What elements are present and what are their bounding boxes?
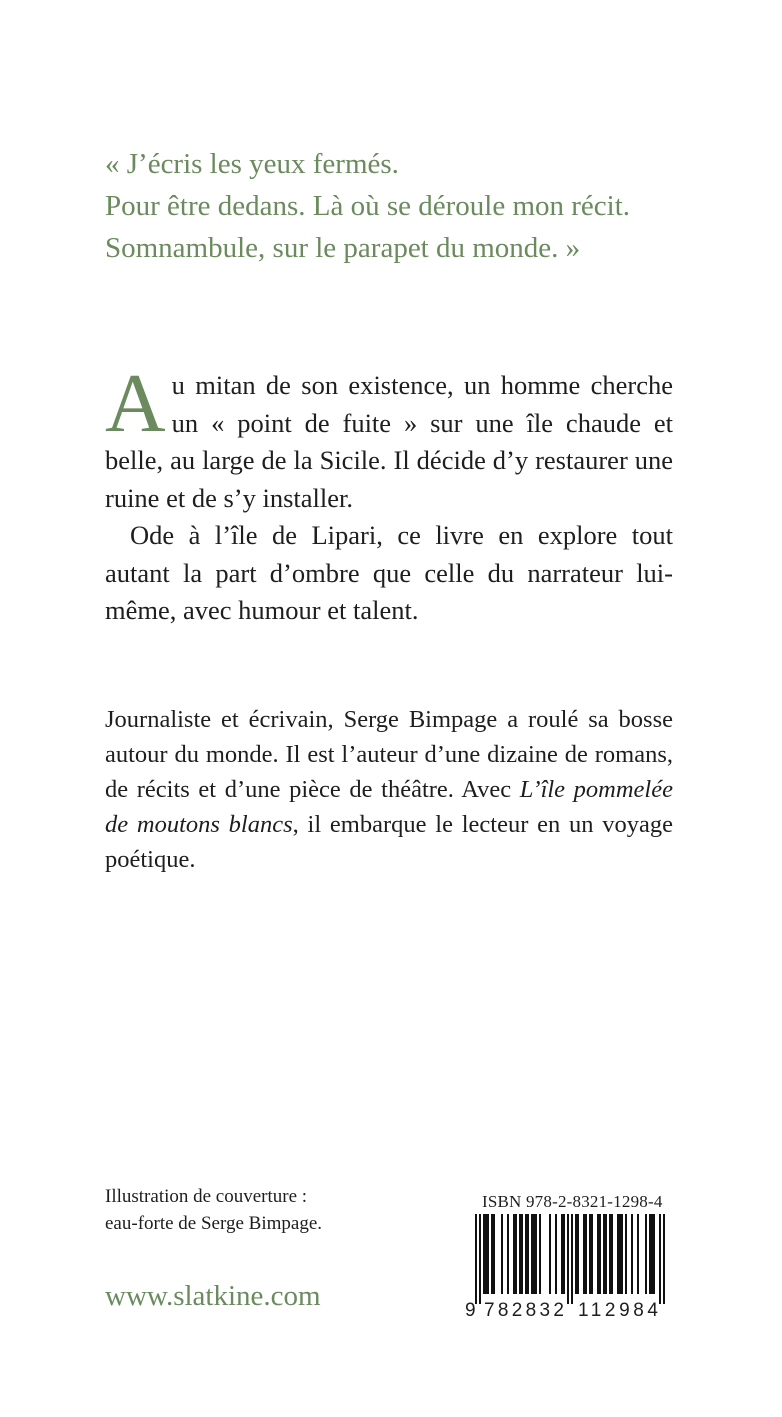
- author-bio-text: Journaliste et écrivain, Serge Bimpage a roulé sa bosse autour du monde. Il est l’auteur d’une dizaine de romans, de récits et d’une pièce de théâtre. Avec: [105, 706, 673, 803]
- barcode-bar: [621, 1214, 623, 1294]
- summary-paragraph: [105, 357, 673, 517]
- barcode-bar: [567, 1214, 569, 1304]
- barcode-bar: [491, 1214, 493, 1294]
- barcode-bar: [653, 1214, 655, 1294]
- barcode-bar: [507, 1214, 509, 1294]
- barcode-bar: [521, 1214, 523, 1294]
- barcode-bar: [513, 1214, 515, 1294]
- credit-line: Illustration de couverture :: [105, 1186, 308, 1207]
- barcode-bar: [619, 1214, 621, 1294]
- barcode-bar: [533, 1214, 535, 1294]
- book-title: L’île pommelée de moutons blancs: [105, 776, 673, 838]
- barcode-bar: [475, 1214, 477, 1304]
- barcode-bar: [659, 1214, 661, 1304]
- barcode-bar: [597, 1214, 599, 1294]
- barcode-bar: [637, 1214, 639, 1294]
- epigraph-line: Pour être dedans. Là où se déroule mon récit.: [105, 190, 631, 222]
- credit-line: eau-forte de Serge Bimpage.: [105, 1213, 323, 1234]
- barcode-bar: [651, 1214, 653, 1294]
- summary-paragraph-text: u mitan de son existence, un homme cherche un « point de fuite » sur une île chaude et belle, au large de la Sicile. Il décide d’y restaurer une ruine et de s’y installer.: [105, 370, 673, 513]
- book-summary: [105, 357, 673, 630]
- barcode-bar: [501, 1214, 503, 1294]
- barcode-bar: [625, 1214, 627, 1294]
- barcode-bar: [483, 1214, 485, 1294]
- barcode-bar: [525, 1214, 527, 1294]
- isbn-label: ISBN 978-2-8321-1298-4: [482, 1192, 663, 1211]
- publisher-website[interactable]: www.slatkine.com: [105, 1280, 321, 1312]
- barcode-bar: [631, 1214, 633, 1294]
- summary-paragraph: Ode à l’île de Lipari, ce livre en explore tout autant la part d’ombre que celle du narrateur lui-même, avec humour et talent.: [105, 520, 673, 625]
- barcode-bar: [549, 1214, 551, 1294]
- cover-credit: [105, 1183, 322, 1237]
- barcode-bar: [515, 1214, 517, 1294]
- barcode-bar: [575, 1214, 577, 1294]
- barcode-bar: [645, 1214, 647, 1294]
- barcode-bar: [605, 1214, 607, 1294]
- barcode-bar: [561, 1214, 563, 1294]
- barcode-bar: [603, 1214, 605, 1294]
- barcode-bar: [571, 1214, 573, 1304]
- barcode-bar: [663, 1214, 665, 1304]
- epigraph-line: Somnambule, sur le parapet du monde. »: [105, 232, 581, 264]
- barcode-digits-left: 782832: [484, 1300, 564, 1320]
- barcode-digits-right: 112984: [578, 1300, 658, 1320]
- author-bio: [105, 702, 673, 877]
- barcode-bar: [611, 1214, 613, 1294]
- barcode-bar: [585, 1214, 587, 1294]
- barcode-digit-first: 9: [465, 1300, 476, 1320]
- barcode-bar: [649, 1214, 651, 1294]
- barcode-bars: [475, 1214, 665, 1304]
- barcode-bar: [531, 1214, 533, 1294]
- barcode-bar: [591, 1214, 593, 1294]
- epigraph-quote: [105, 143, 725, 269]
- author-bio-paragraph: [105, 702, 673, 877]
- barcode-bar: [493, 1214, 495, 1294]
- barcode-bar: [589, 1214, 591, 1294]
- author-bio-text: , il embarque le lecteur en un voyage poétique.: [105, 811, 674, 873]
- drop-cap: A: [105, 357, 166, 450]
- barcode-bar: [479, 1214, 481, 1304]
- barcode-bar: [609, 1214, 611, 1294]
- barcode-bar: [519, 1214, 521, 1294]
- barcode-bar: [555, 1214, 557, 1294]
- barcode-bar: [583, 1214, 585, 1294]
- barcode-bar: [485, 1214, 487, 1294]
- barcode-bar: [563, 1214, 565, 1294]
- barcode-bar: [527, 1214, 529, 1294]
- epigraph-line: « J’écris les yeux fermés.: [105, 148, 399, 180]
- barcode-bar: [577, 1214, 579, 1294]
- barcode-bar: [487, 1214, 489, 1294]
- barcode-bar: [599, 1214, 601, 1294]
- barcode-bar: [535, 1214, 537, 1294]
- barcode-bar: [539, 1214, 541, 1294]
- barcode: [462, 1214, 674, 1320]
- barcode-bar: [617, 1214, 619, 1294]
